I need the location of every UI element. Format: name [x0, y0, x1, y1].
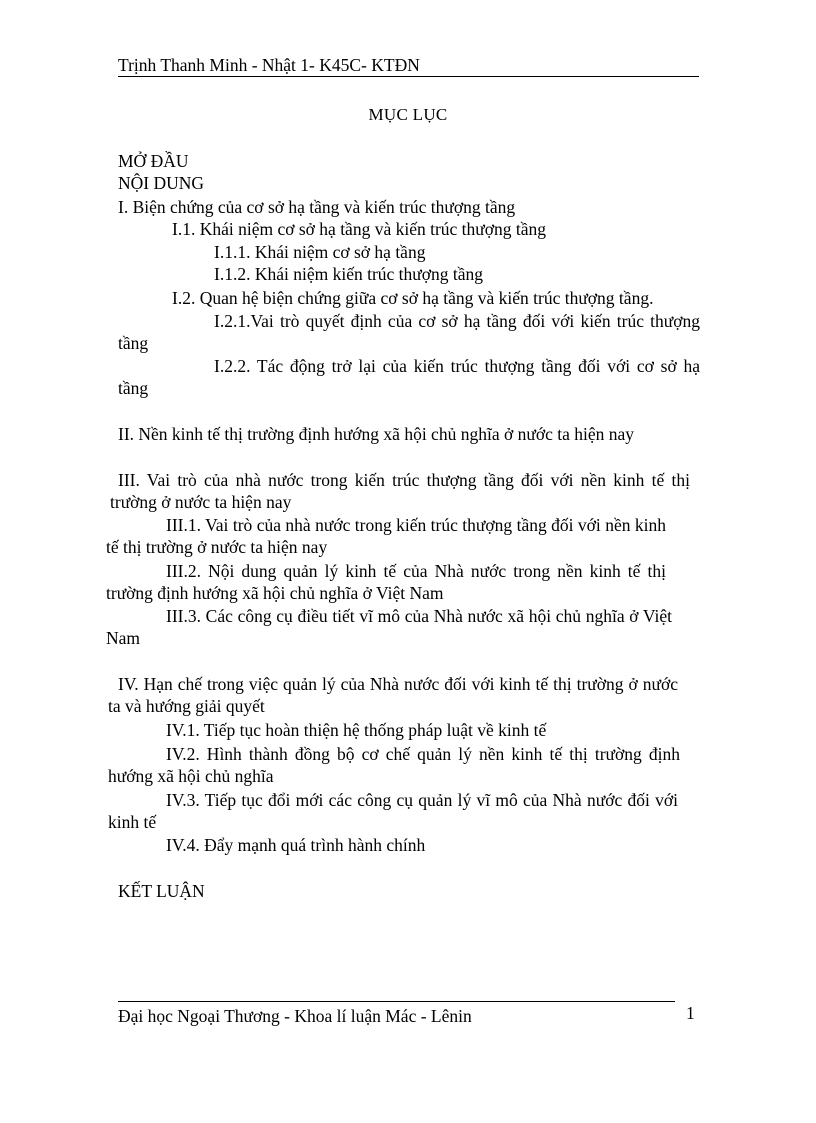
- toc-entry-1-1: I.1. Khái niệm cơ sở hạ tầng và kiến trúc thượng tầng: [172, 219, 547, 239]
- page-number: 1: [686, 1003, 695, 1023]
- toc-entry-4-4: IV.4. Đẩy mạnh quá trình hành chính: [166, 835, 426, 855]
- toc-entry-section-4: IV. Hạn chế trong việc quản lý của Nhà nước đối với kinh tế thị trường ở nước ta và hướng giải quyết: [108, 674, 678, 716]
- toc-entry-1-1-1: I.1.1. Khái niệm cơ sở hạ tầng: [214, 242, 426, 262]
- toc-entry-3-1: III.1. Vai trò của nhà nước trong kiến trúc thượng tầng đối với nền kinh tế thị trường ở nước ta hiện nay: [106, 515, 666, 557]
- toc-entry-section-3: III. Vai trò của nhà nước trong kiến trúc thượng tầng đối với nền kinh tế thị trường ở nước ta hiện nay: [110, 470, 690, 512]
- toc-entry-4-1: IV.1. Tiếp tục hoàn thiện hệ thống pháp luật về kinh tế: [166, 720, 547, 740]
- toc-entry-section-2: II. Nền kinh tế thị trường định hướng xã hội chủ nghĩa ở nước ta hiện nay: [118, 424, 634, 444]
- header-rule: [118, 76, 699, 77]
- toc-entry-3-2: III.2. Nội dung quản lý kinh tế của Nhà nước trong nền kinh tế thị trường định hướng xã hội chủ nghĩa ở Việt Nam: [106, 561, 666, 603]
- toc-entry-1-1-2: I.1.2. Khái niệm kiến trúc thượng tầng: [214, 264, 484, 284]
- page-footer: Đại học Ngoại Thương - Khoa lí luận Mác - Lênin: [118, 1006, 472, 1026]
- toc-entry-ket-luan: KẾT LUẬN: [118, 881, 205, 901]
- toc-entry-4-2: IV.2. Hình thành đồng bộ cơ chế quản lý nền kinh tế thị trường định hướng xã hội chủ nghĩa: [108, 744, 680, 786]
- toc-title: MỤC LỤC: [368, 105, 448, 124]
- toc-entry-1-2-2: I.2.2. Tác động trở lại của kiến trúc thượng tầng đối với cơ sở hạ tầng: [118, 356, 700, 398]
- footer-rule: [118, 1001, 675, 1002]
- toc-entry-mo-dau: MỞ ĐẦU: [118, 151, 189, 171]
- toc-entry-section-1: I. Biện chứng của cơ sở hạ tầng và kiến trúc thượng tầng: [118, 197, 516, 217]
- toc-entry-3-3: III.3. Các công cụ điều tiết vĩ mô của Nhà nước xã hội chủ nghĩa ở Việt Nam: [106, 606, 672, 648]
- toc-entry-4-3: IV.3. Tiếp tục đổi mới các công cụ quản lý vĩ mô của Nhà nước đối với kinh tế: [108, 790, 678, 832]
- toc-entry-1-2: I.2. Quan hệ biện chứng giữa cơ sở hạ tầng và kiến trúc thượng tầng.: [172, 288, 654, 308]
- toc-entry-1-2-1: I.2.1.Vai trò quyết định của cơ sở hạ tầng đối với kiến trúc thượng tầng: [118, 311, 700, 353]
- page-header: Trịnh Thanh Minh - Nhật 1- K45C- KTĐN: [118, 55, 420, 75]
- toc-entry-noi-dung: NỘI DUNG: [118, 173, 205, 193]
